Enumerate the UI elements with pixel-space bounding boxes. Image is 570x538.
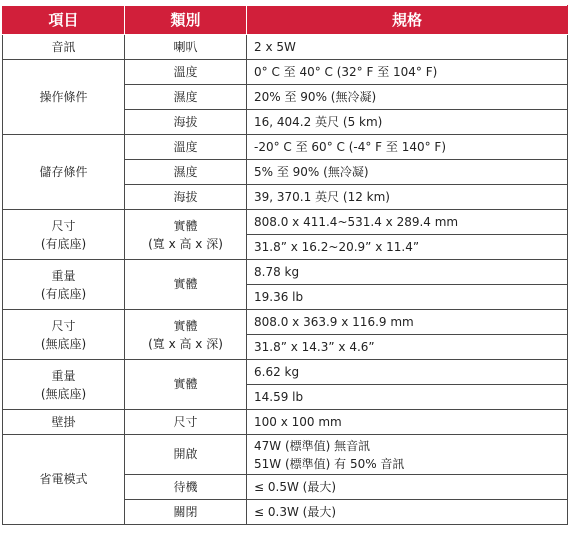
subcategory-altitude: 海拔	[125, 110, 247, 135]
value-dimension-stand-in: 31.8” x 16.2~20.9” x 11.4”	[247, 235, 568, 260]
value-storage-altitude: 39, 370.1 英尺 (12 km)	[247, 185, 568, 210]
value-speaker: 2 x 5W	[247, 35, 568, 60]
category-line: (有底座)	[40, 286, 87, 301]
category-line: 重量	[51, 368, 76, 383]
value-operating-altitude: 16, 404.2 英尺 (5 km)	[247, 110, 568, 135]
value-operating-temperature: 0° C 至 40° C (32° F 至 104° F)	[247, 60, 568, 85]
value-storage-temperature: -20° C 至 60° C (-4° F 至 140° F)	[247, 135, 568, 160]
value-weight-nostand-lb: 14.59 lb	[247, 385, 568, 410]
value-dimension-stand-mm: 808.0 x 411.4~531.4 x 289.4 mm	[247, 210, 568, 235]
category-storage: 儲存條件	[3, 135, 125, 210]
category-operating: 操作條件	[3, 60, 125, 135]
value-weight-nostand-kg: 6.62 kg	[247, 360, 568, 385]
value-wall-mount: 100 x 100 mm	[247, 410, 568, 435]
subcategory-physical	[125, 210, 247, 260]
table-row	[3, 35, 568, 60]
category-line: (無底座)	[40, 336, 87, 351]
category-audio: 音訊	[3, 35, 125, 60]
subcategory-physical: 實體	[125, 360, 247, 410]
subcategory-line: (寬 x 高 x 深)	[148, 336, 223, 351]
value-operating-humidity: 20% 至 90% (無冷凝)	[247, 85, 568, 110]
subcategory-altitude: 海拔	[125, 185, 247, 210]
subcategory-humidity: 濕度	[125, 85, 247, 110]
table-row	[3, 310, 568, 335]
subcategory-line: 實體	[173, 318, 198, 333]
subcategory-off: 關閉	[125, 500, 247, 525]
value-line: 51W (標準值) 有 50% 音訊	[254, 456, 405, 471]
value-weight-stand-kg: 8.78 kg	[247, 260, 568, 285]
subcategory-physical: 實體	[125, 260, 247, 310]
table-row	[3, 60, 568, 85]
subcategory-line: 實體	[173, 218, 198, 233]
subcategory-speaker: 喇叭	[125, 35, 247, 60]
header-item: 項目	[3, 6, 125, 35]
value-power-standby: ≤ 0.5W (最大)	[247, 475, 568, 500]
value-dimension-nostand-mm: 808.0 x 363.9 x 116.9 mm	[247, 310, 568, 335]
value-line: 47W (標準值) 無音訊	[254, 438, 371, 453]
table-row	[3, 410, 568, 435]
subcategory-temperature: 溫度	[125, 60, 247, 85]
table-row	[3, 260, 568, 285]
value-weight-stand-lb: 19.36 lb	[247, 285, 568, 310]
category-weight-with-stand	[3, 260, 125, 310]
table-header-row	[3, 6, 568, 35]
subcategory-line: (寬 x 高 x 深)	[148, 236, 223, 251]
value-dimension-nostand-in: 31.8” x 14.3” x 4.6”	[247, 335, 568, 360]
category-line: (有底座)	[40, 236, 87, 251]
value-power-off: ≤ 0.3W (最大)	[247, 500, 568, 525]
subcategory-size: 尺寸	[125, 410, 247, 435]
spec-table-wrapper	[2, 5, 567, 525]
category-dimension-without-stand	[3, 310, 125, 360]
table-row	[3, 135, 568, 160]
subcategory-temperature: 溫度	[125, 135, 247, 160]
category-line: 尺寸	[51, 318, 76, 333]
category-dimension-with-stand	[3, 210, 125, 260]
subcategory-humidity: 濕度	[125, 160, 247, 185]
category-line: 重量	[51, 268, 76, 283]
table-row	[3, 360, 568, 385]
subcategory-physical	[125, 310, 247, 360]
category-line: 尺寸	[51, 218, 76, 233]
subcategory-on: 開啟	[125, 435, 247, 475]
category-wall-mount: 壁掛	[3, 410, 125, 435]
value-storage-humidity: 5% 至 90% (無冷凝)	[247, 160, 568, 185]
category-weight-without-stand	[3, 360, 125, 410]
table-row	[3, 435, 568, 475]
header-spec: 規格	[247, 6, 568, 35]
spec-table	[2, 5, 568, 525]
table-row	[3, 210, 568, 235]
category-line: (無底座)	[40, 386, 87, 401]
category-power-saving: 省電模式	[3, 435, 125, 525]
header-category: 類別	[125, 6, 247, 35]
value-power-on	[247, 435, 568, 475]
subcategory-standby: 待機	[125, 475, 247, 500]
